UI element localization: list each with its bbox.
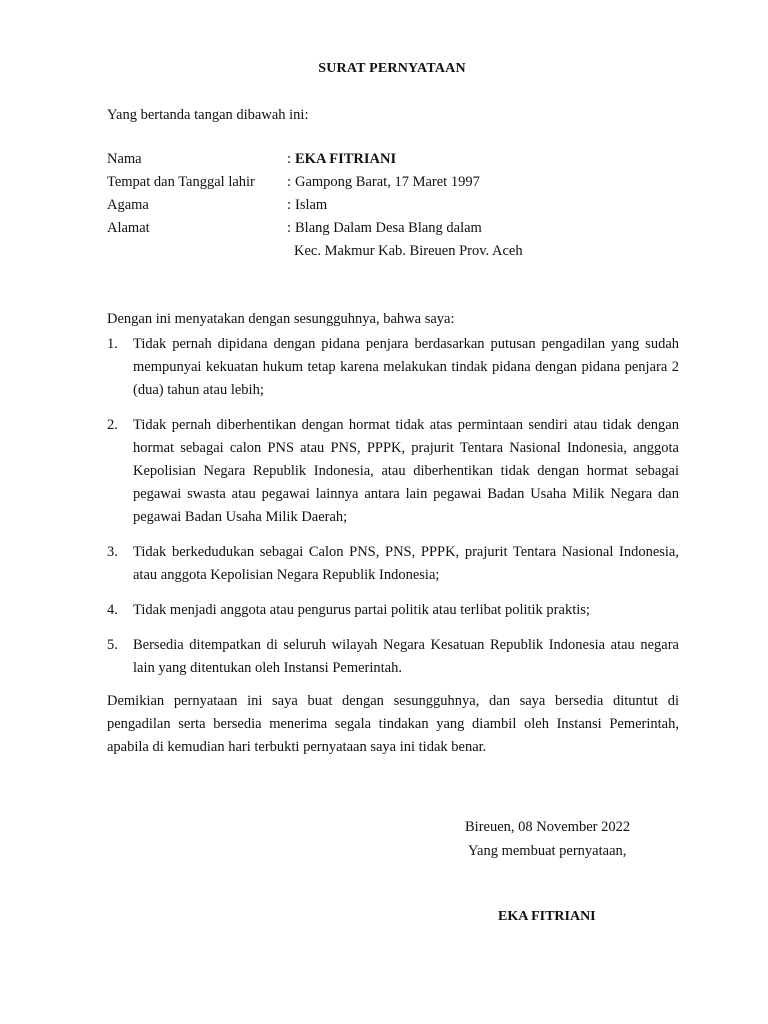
item-number: 3. <box>107 544 118 560</box>
field-value: EKA FITRIANI <box>295 151 397 167</box>
field-value: Gampong Barat, 17 Maret 1997 <box>295 174 480 190</box>
item-number: 5. <box>107 637 118 653</box>
list-item <box>107 333 679 402</box>
item-text: Tidak berkedudukan sebagai Calon PNS, PNS, PPPK, prajurit Tentara Nasional Indonesia, atau anggota Kepolisian Negara Republik Indonesia; <box>133 544 679 583</box>
list-item <box>107 599 679 622</box>
field-separator: : <box>287 220 292 236</box>
item-text: Bersedia ditempatkan di seluruh wilayah Negara Kesatuan Republik Indonesia atau negara lain yang ditentukan oleh Instansi Pemerintah. <box>133 637 679 676</box>
field-label: Tempat dan Tanggal lahir <box>107 174 255 190</box>
opening-statement: Dengan ini menyatakan dengan sesungguhnya, bahwa saya: <box>107 311 455 327</box>
list-item <box>107 414 679 529</box>
signer-caption: Yang membuat pernyataan, <box>468 843 627 859</box>
item-text: Tidak menjadi anggota atau pengurus partai politik atau terlibat politik praktis; <box>133 602 590 618</box>
field-separator: : <box>287 174 292 190</box>
list-item <box>107 634 679 680</box>
statement-list <box>107 333 679 692</box>
place-date: Bireuen, 08 November 2022 <box>465 819 631 835</box>
field-label: Alamat <box>107 220 150 236</box>
field-value: Islam <box>295 197 328 213</box>
signer-name: EKA FITRIANI <box>498 909 596 924</box>
field-separator: : <box>287 151 292 167</box>
field-separator: : <box>287 197 292 213</box>
closing-paragraph: Demikian pernyataan ini saya buat dengan sesungguhnya, dan saya bersedia dituntut di pengadilan serta bersedia menerima segala tindakan yang diambil oleh Instansi Pemerintah, apabila di kemudian hari terbukti pernyataan saya ini tidak benar. <box>107 693 679 755</box>
field-value: Blang Dalam Desa Blang dalam <box>295 220 482 236</box>
intro-text: Yang bertanda tangan dibawah ini: <box>107 107 309 123</box>
item-number: 2. <box>107 417 118 433</box>
field-label: Agama <box>107 197 149 213</box>
item-text: Tidak pernah dipidana dengan pidana penjara berdasarkan putusan pengadilan yang sudah mempunyai kekuatan hukum tetap karena melakukan tindak pidana dengan pidana penjara 2 (dua) tahun atau lebih; <box>133 336 679 398</box>
field-label: Nama <box>107 151 142 167</box>
field-value: Kec. Makmur Kab. Bireuen Prov. Aceh <box>294 243 523 259</box>
item-number: 4. <box>107 602 118 618</box>
document-title: SURAT PERNYATAAN <box>318 61 466 76</box>
item-text: Tidak pernah diberhentikan dengan hormat tidak atas permintaan sendiri atau tidak dengan hormat sebagai calon PNS atau PNS, PPPK, prajurit Tentara Nasional Indonesia, anggota Kepolisian Negara Republik Indonesia, atau diberhentikan tidak dengan hormat sebagai pegawai swasta atau pegawai lainnya antara lain pegawai Badan Usaha Milik Negara dan pegawai Badan Usaha Milik Daerah; <box>133 417 679 525</box>
list-item <box>107 541 679 587</box>
item-number: 1. <box>107 336 118 352</box>
